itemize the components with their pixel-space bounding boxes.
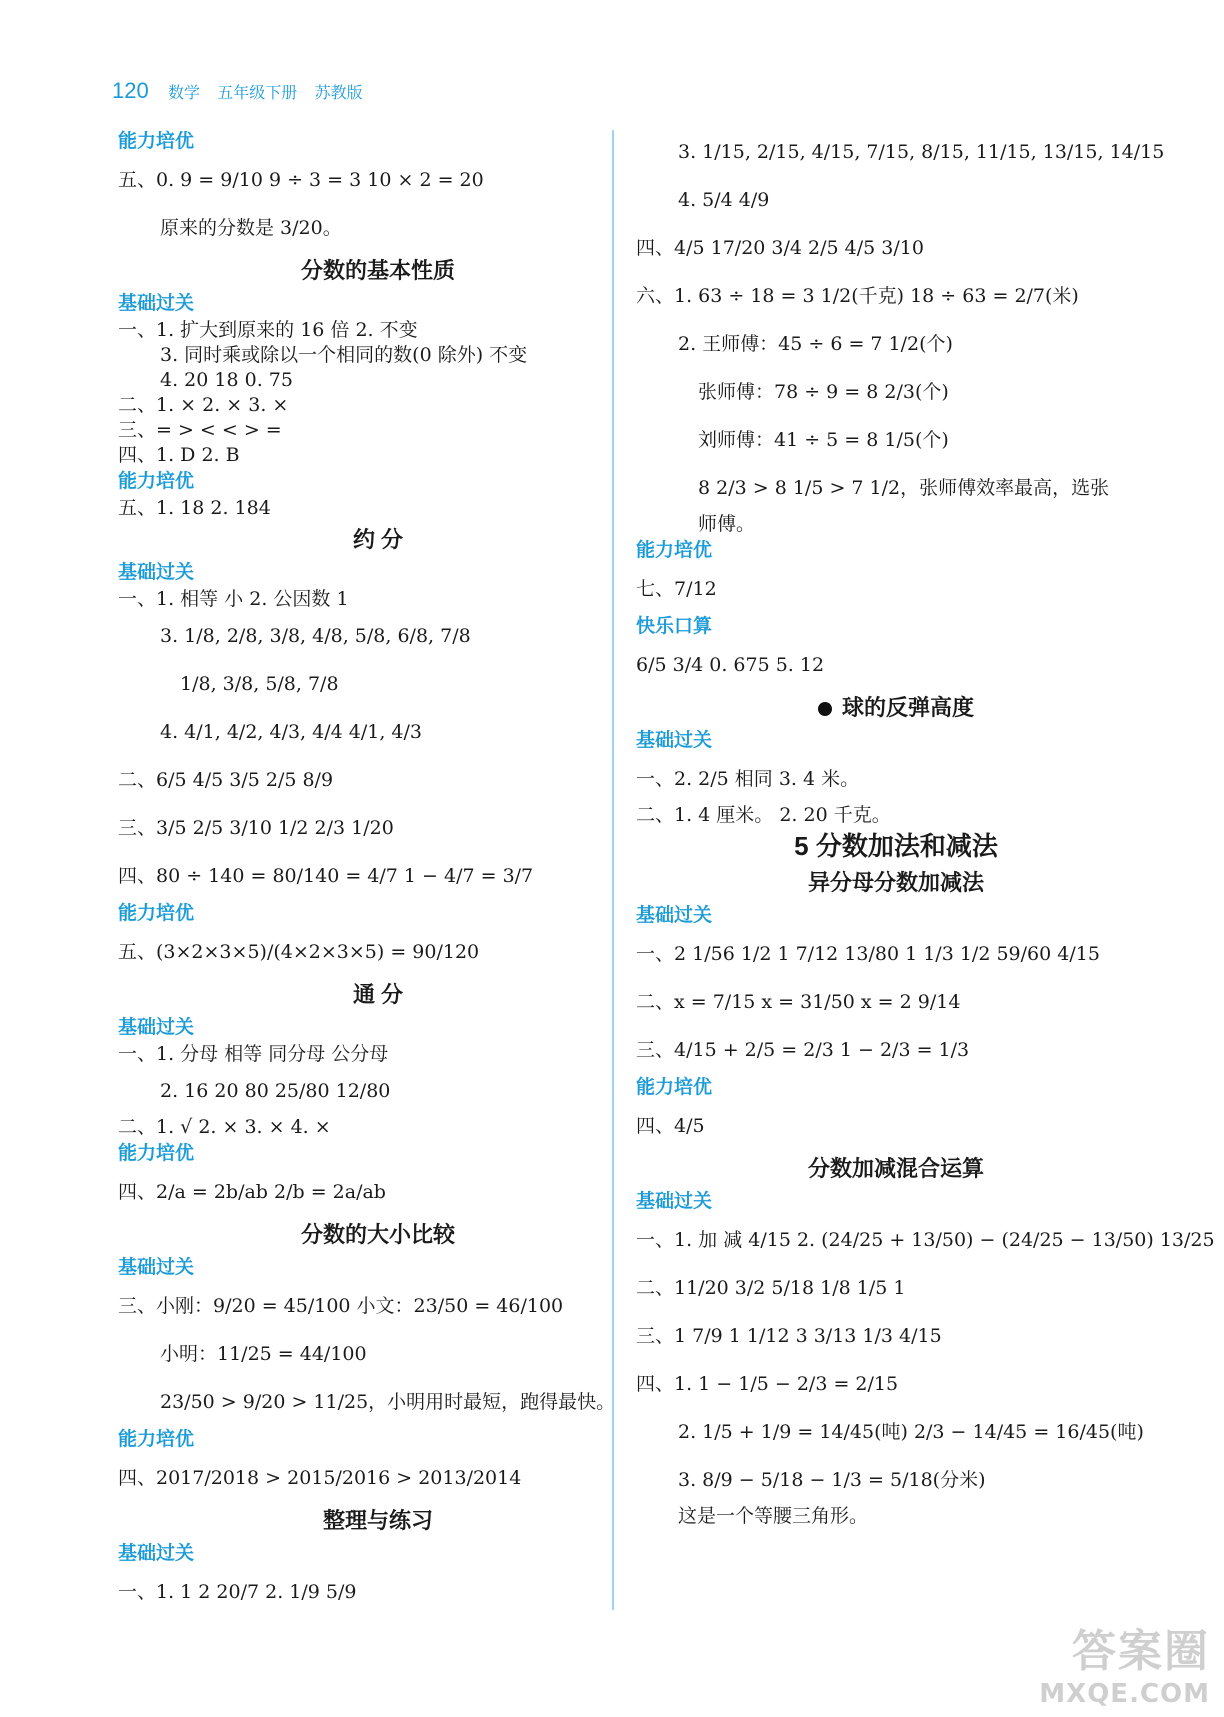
- answer-line: 师傅。: [698, 513, 756, 535]
- answer-line: 二、1. × 2. × 3. ×: [118, 394, 289, 416]
- left-column: [118, 128, 638, 1616]
- section-label: 能力培优: [636, 1077, 713, 1098]
- answer-line: 4. 4/1, 4/2, 4/3, 4/4 4/1, 4/3: [160, 720, 422, 743]
- answer-line: 3. 1/8, 2/8, 3/8, 4/8, 5/8, 6/8, 7/8: [160, 624, 471, 647]
- answer-line: 六、1. 63 ÷ 18 = 3 1/2(千克) 18 ÷ 63 = 2/7(米): [636, 284, 1079, 307]
- watermark-line: MXQE.COM: [1039, 1679, 1210, 1709]
- answer-line: 二、6/5 4/5 3/5 2/5 8/9: [118, 768, 334, 791]
- section-label: 基础过关: [118, 1017, 195, 1038]
- section-label: 能力培优: [118, 1143, 195, 1164]
- page-header: [112, 78, 375, 104]
- topic-title: 整理与练习: [322, 1508, 433, 1533]
- answer-line: 原来的分数是 3/20。: [160, 216, 342, 239]
- answer-line: 四、2/a = 2b/ab 2/b = 2a/ab: [118, 1180, 386, 1203]
- answer-line: 四、2017/2018 > 2015/2016 > 2013/2014: [118, 1466, 522, 1489]
- section-label: 基础过关: [118, 1543, 195, 1564]
- section-label: 基础过关: [118, 1257, 195, 1278]
- section-label: 基础过关: [636, 1191, 713, 1212]
- topic-title: 通 分: [352, 982, 404, 1007]
- answer-line: 4. 20 18 0. 75: [160, 369, 293, 391]
- answer-line: 3. 8/9 − 5/18 − 1/3 = 5/18(分米): [678, 1468, 986, 1491]
- answer-line: 二、1. 4 厘米。 2. 20 千克。: [636, 804, 891, 826]
- answer-line: 四、4/5 17/20 3/4 2/5 4/5 3/10: [636, 236, 924, 259]
- answer-line: 二、x = 7/15 x = 31/50 x = 2 9/14: [636, 990, 961, 1013]
- section-label: 快乐口算: [636, 616, 713, 637]
- answer-line: 一、2 1/56 1/2 1 7/12 13/80 1 1/3 1/2 59/60 4/15: [636, 942, 1100, 965]
- section-label: 基础过关: [118, 293, 195, 314]
- topic-title: 分数的大小比较: [300, 1222, 455, 1247]
- answer-line: 23/50 > 9/20 > 11/25，小明用时最短，跑得最快。: [160, 1390, 616, 1413]
- answer-line: 张师傅：78 ÷ 9 = 8 2/3(个): [698, 380, 949, 403]
- answer-line: 一、2. 2/5 相同 3. 4 米。: [636, 767, 860, 790]
- answer-line: 一、1. 分母 相等 同分母 公分母: [118, 1043, 389, 1065]
- answer-line: 一、1. 1 2 20/7 2. 1/9 5/9: [118, 1580, 357, 1603]
- answer-line: 二、1. √ 2. × 3. × 4. ×: [118, 1116, 331, 1138]
- answer-line: 一、1. 相等 小 2. 公因数 1: [118, 588, 349, 610]
- subject-label: 数学: [168, 85, 201, 102]
- answer-line: 三、小刚：9/20 = 45/100 小文：23/50 = 46/100: [118, 1294, 564, 1317]
- answer-line: 3. 1/15, 2/15, 4/15, 7/15, 8/15, 11/15, 13/15, 14/15: [678, 140, 1165, 163]
- topic-title: 异分母分数加减法: [807, 870, 984, 895]
- answer-line: 一、1. 扩大到原来的 16 倍 2. 不变: [118, 319, 418, 341]
- answer-line: 三、3/5 2/5 3/10 1/2 2/3 1/20: [118, 816, 394, 839]
- answer-line: 2. 16 20 80 25/80 12/80: [160, 1079, 391, 1102]
- answer-line: 一、1. 加 减 4/15 2. (24/25 + 13/50) − (24/25 − 13/50) 13/25: [636, 1228, 1215, 1251]
- answer-line: 五、(3×2×3×5)/(4×2×3×5) = 90/120: [118, 940, 480, 963]
- answer-line: 七、7/12: [636, 577, 717, 600]
- topic-title: 分数加减混合运算: [807, 1156, 984, 1181]
- answer-line: 刘师傅：41 ÷ 5 = 8 1/5(个): [698, 428, 949, 451]
- section-label: 能力培优: [118, 471, 195, 492]
- chapter-title: 5 分数加法和减法: [794, 831, 998, 861]
- section-label: 基础过关: [118, 562, 195, 583]
- grade-label: 五年级下册: [217, 85, 298, 102]
- section-label: 能力培优: [118, 903, 195, 924]
- answer-line: 五、1. 18 2. 184: [118, 497, 271, 519]
- topic-title-row: [636, 691, 1156, 725]
- section-label: 能力培优: [118, 1429, 195, 1450]
- answer-line: 6/5 3/4 0. 675 5. 12: [636, 653, 825, 676]
- answer-line: 三、1 7/9 1 1/12 3 3/13 1/3 4/15: [636, 1324, 942, 1347]
- answer-line: 1/8, 3/8, 5/8, 7/8: [180, 672, 339, 695]
- watermark: [1039, 1615, 1210, 1709]
- answer-line: 2. 王师傅：45 ÷ 6 = 7 1/2(个): [678, 332, 953, 355]
- answer-line: 四、1. 1 − 1/5 − 2/3 = 2/15: [636, 1372, 899, 1395]
- answer-line: 三、= > < < > =: [118, 419, 282, 441]
- answer-line: 四、1. D 2. B: [118, 444, 240, 466]
- page-number: 120: [112, 78, 149, 103]
- watermark-line: 答案圈: [1072, 1626, 1210, 1677]
- answer-line: 三、4/15 + 2/5 = 2/3 1 − 2/3 = 1/3: [636, 1038, 970, 1061]
- edition-label: 苏教版: [314, 85, 363, 102]
- answer-line: 二、11/20 3/2 5/18 1/8 1/5 1: [636, 1276, 906, 1299]
- answer-line: 五、0. 9 = 9/10 9 ÷ 3 = 3 10 × 2 = 20: [118, 168, 484, 191]
- answer-line: 四、4/5: [636, 1114, 705, 1137]
- topic-title: 分数的基本性质: [300, 258, 455, 283]
- answer-line: 4. 5/4 4/9: [678, 188, 770, 211]
- section-label: 能力培优: [118, 131, 195, 152]
- right-column: [636, 128, 1215, 1529]
- answer-line: 四、80 ÷ 140 = 80/140 = 4/7 1 − 4/7 = 3/7: [118, 864, 534, 887]
- section-label: 基础过关: [636, 730, 713, 751]
- bullet-dot-icon: [818, 702, 832, 716]
- answer-line: 小明：11/25 = 44/100: [160, 1342, 367, 1365]
- section-label: 能力培优: [636, 540, 713, 561]
- topic-title: 球的反弹高度: [841, 695, 974, 720]
- answer-line: 3. 同时乘或除以一个相同的数(0 除外) 不变: [160, 344, 528, 366]
- section-label: 基础过关: [636, 905, 713, 926]
- answer-line: 8 2/3 > 8 1/5 > 7 1/2，张师傅效率最高，选张: [698, 476, 1110, 499]
- answer-line: 这是一个等腰三角形。: [678, 1505, 869, 1527]
- answer-line: 2. 1/5 + 1/9 = 14/45(吨) 2/3 − 14/45 = 16/45(吨): [678, 1420, 1144, 1443]
- topic-title: 约 分: [352, 527, 404, 552]
